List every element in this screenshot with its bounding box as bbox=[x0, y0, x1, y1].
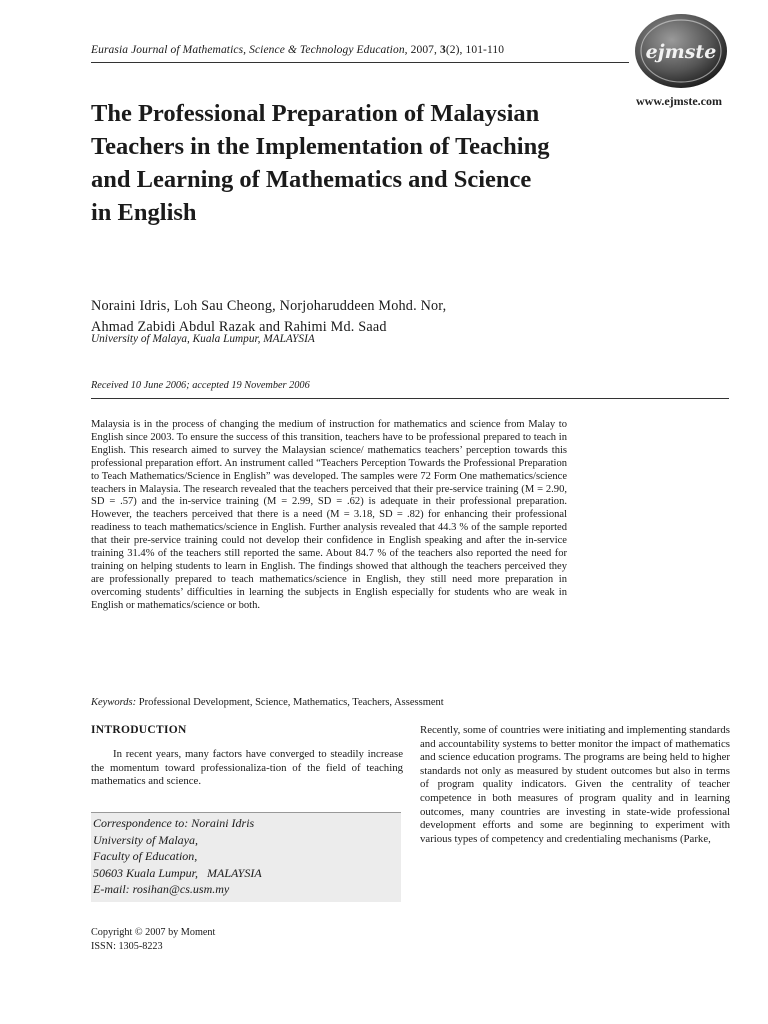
svg-text:ejmste: ejmste bbox=[645, 41, 717, 63]
correspondence-box bbox=[91, 812, 401, 902]
keywords bbox=[91, 697, 611, 708]
copyright-notice: Copyright © 2007 by Moment bbox=[91, 927, 216, 938]
received-date: Received 10 June 2006; accepted 19 November 2006 bbox=[91, 380, 310, 391]
abstract-divider bbox=[91, 398, 729, 399]
ejmste-logo bbox=[633, 12, 729, 90]
issn: ISSN: 1305-8223 bbox=[91, 941, 163, 952]
affiliation: University of Malaya, Kuala Lumpur, MALAYSIA bbox=[91, 333, 315, 345]
journal-citation: Eurasia Journal of Mathematics, Science & Technology Education, 2007, 3(2), 101-110 bbox=[91, 44, 505, 56]
correspondence-address: 50603 Kuala Lumpur, MALAYSIA bbox=[93, 865, 262, 880]
paper-title: The Professional Preparation of Malaysian Teachers in the Implementation of Teaching and Learning of Mathematics and Science in English bbox=[91, 100, 550, 226]
keywords-label: Keywords: bbox=[91, 697, 137, 708]
footer bbox=[91, 926, 215, 954]
correspondence-university: University of Malaya, bbox=[93, 832, 198, 847]
left-column bbox=[91, 724, 403, 789]
introduction-paragraph: In recent years, many factors have converged to steadily increase the momentum toward professionaliza-tion of the field of teaching mathematics and science. bbox=[91, 748, 403, 788]
keywords-text: Professional Development, Science, Mathematics, Teachers, Assessment bbox=[136, 697, 444, 708]
correspondence-faculty: Faculty of Education, bbox=[93, 849, 198, 863]
correspondence-email[interactable]: E-mail: rosihan@cs.usm.my bbox=[93, 882, 230, 896]
correspondence-name: Correspondence to: Noraini Idris bbox=[93, 816, 255, 830]
introduction-heading: INTRODUCTION bbox=[91, 724, 187, 736]
authors-line-2: Ahmad Zabidi Abdul Razak and Rahimi Md. Saad bbox=[91, 319, 387, 335]
authors-line-1: Noraini Idris, Loh Sau Cheong, Norjoharuddeen Mohd. Nor, bbox=[91, 298, 447, 314]
abstract: Malaysia is in the process of changing the medium of instruction for mathematics and science from Malay to English since 2003. To ensure the success of this transition, teachers have to be professional prepared to teach in English. This research aimed to survey the Malaysian science/ mathematics teachers’ perception towards this professional preparation effort. An instrument called “Teachers Perception Towards the Professional Preparation to Teach Mathematics/Science in English” was developed. The samples were 72 Form One mathematics/science teachers in Malaysia. The research revealed that the teachers perceived that their pre-service training (M = 2.90, SD = .57) and the in-service training (M = 2.99, SD = .62) is adequate in their professional preparation. However, the teachers perceived that there is a need (M = 3.18, SD = .82) for enhancing their professional readiness to teach mathematics/science in English. Further analysis revealed that 44.3 % of the sample reported that their pre-service training could not develop their confidence in English speaking and after the in-service training 31.4% of the teachers still reported the same. About 84.7 % of the teachers also reported the need for training on helping students to learn in English. The findings showed that although the teachers perceived they are professionally prepared to teach mathematics/science in English, they still need more preparation in overcoming students’ difficulties in learning the subjects in English especially for students who are weak in English or mathematics/science or both. bbox=[91, 419, 567, 611]
header-divider bbox=[91, 62, 629, 63]
right-column-text: Recently, some of countries were initiating and implementing standards and accountability systems to better monitor the impact of mathematics and science education programs. The programs are being held to higher standards not only as measured by student outcomes but also in terms of program quality indicators. Given the centrality of teacher competence in both measures of program quality and in learning outcomes, many countries are investing in state-wide professional development efforts and some are beginning to experiment with various types of competency and credentialing mechanisms (Parke, bbox=[420, 724, 730, 845]
author-list bbox=[91, 296, 561, 338]
journal-website[interactable]: www.ejmste.com bbox=[636, 94, 722, 108]
